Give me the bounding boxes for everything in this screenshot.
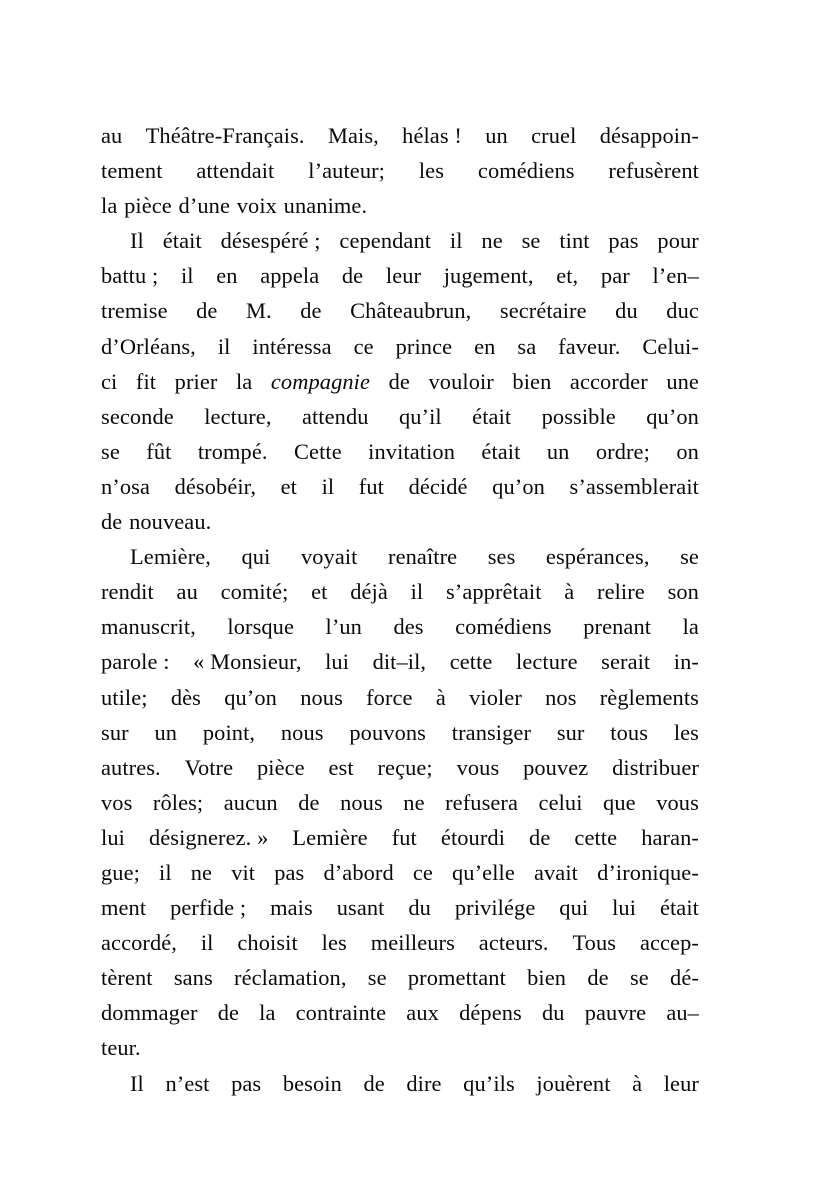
word: ci xyxy=(101,368,118,394)
text-line xyxy=(101,364,699,399)
word: fut xyxy=(391,824,417,850)
word: Lemière xyxy=(292,824,368,850)
word: règlements xyxy=(599,684,699,710)
word: pouvez xyxy=(523,754,589,780)
word: de xyxy=(217,1000,240,1026)
word: promettant xyxy=(407,965,506,991)
word: appela xyxy=(260,263,320,289)
word: voix xyxy=(236,193,277,219)
word: n’est xyxy=(165,1070,210,1096)
word: ce xyxy=(353,333,374,359)
word: haran- xyxy=(641,824,699,850)
text-line xyxy=(101,820,699,855)
word: sans xyxy=(173,965,213,991)
word: sur xyxy=(101,719,129,745)
word: du xyxy=(408,895,431,921)
word: était xyxy=(481,438,521,464)
word: de xyxy=(341,263,364,289)
word: du xyxy=(615,298,638,324)
word: et, xyxy=(556,263,579,289)
word: dé- xyxy=(670,965,699,991)
word: que xyxy=(603,789,636,815)
word: ment xyxy=(101,895,147,921)
word: réclamation, xyxy=(234,965,347,991)
text-line xyxy=(101,293,699,328)
text-line xyxy=(101,960,699,995)
word: de xyxy=(196,298,218,324)
word: ne xyxy=(403,789,425,815)
word: parole : xyxy=(101,649,170,675)
word: M. xyxy=(246,298,272,324)
word: refusera xyxy=(445,789,519,815)
word: Mais, xyxy=(327,123,379,148)
word: vouloir xyxy=(428,368,494,394)
word: tous xyxy=(610,719,649,745)
word: sa xyxy=(517,333,537,359)
word: il xyxy=(200,930,214,956)
word: ordre; xyxy=(595,438,650,464)
word: « Monsieur, xyxy=(193,649,302,675)
text-line xyxy=(101,995,699,1030)
text-line xyxy=(101,329,699,364)
word: il xyxy=(159,859,172,885)
word: est xyxy=(328,754,354,780)
word: qu’ils xyxy=(463,1070,515,1096)
text-line xyxy=(101,750,699,785)
word: pas xyxy=(231,1070,262,1096)
word: en xyxy=(474,333,496,359)
word: invitation xyxy=(368,438,455,464)
word: se xyxy=(101,438,120,464)
word: il xyxy=(217,333,231,359)
word: Lemière, xyxy=(130,544,211,570)
word: usant xyxy=(336,895,385,921)
word: n’osa xyxy=(101,473,150,499)
word: dès xyxy=(170,684,201,710)
word: un xyxy=(154,719,178,745)
word: acteurs. xyxy=(478,930,549,956)
word: cruel xyxy=(531,123,577,148)
word: Il xyxy=(130,228,144,254)
word: Cette xyxy=(294,438,342,464)
word: cependant xyxy=(339,228,432,254)
text-line xyxy=(101,153,699,188)
word: par xyxy=(600,263,630,289)
word: vit xyxy=(231,859,256,885)
word: les xyxy=(321,930,347,956)
word: pièce xyxy=(124,193,172,219)
word: besoin xyxy=(282,1070,342,1096)
word: de xyxy=(101,509,123,535)
word: prince xyxy=(395,333,453,359)
word: tremise xyxy=(101,298,168,324)
word: qu’on xyxy=(646,403,699,429)
word: utile; xyxy=(101,684,148,710)
word: un xyxy=(485,123,508,148)
word: se xyxy=(629,965,649,991)
word: à xyxy=(564,579,575,605)
word: bien xyxy=(512,368,552,394)
word: se xyxy=(521,228,541,254)
word: attendu xyxy=(301,403,369,429)
word: avait xyxy=(533,859,578,885)
word: la xyxy=(235,368,253,394)
word: vos xyxy=(101,789,133,815)
word: perfide ; xyxy=(170,895,247,921)
word: distribuer xyxy=(612,754,699,780)
word: refusèrent xyxy=(608,158,699,184)
word: dit–il, xyxy=(372,649,427,675)
word: gue; xyxy=(101,859,140,885)
word: du xyxy=(541,1000,565,1026)
word: était xyxy=(472,403,512,429)
word: lecture xyxy=(516,649,578,675)
text-line xyxy=(101,574,699,609)
word: lui xyxy=(101,824,125,850)
word: fût xyxy=(146,438,172,464)
text-line xyxy=(101,644,699,679)
word: il xyxy=(410,579,424,605)
word: contrainte xyxy=(295,1000,387,1026)
word: lecture, xyxy=(204,403,272,429)
word: Théâtre-Français. xyxy=(145,123,305,148)
word: pouvons xyxy=(349,719,426,745)
word: point, xyxy=(202,719,256,745)
word: un xyxy=(546,438,570,464)
word: ce xyxy=(412,859,433,885)
word: fut xyxy=(358,473,384,499)
word: dommager xyxy=(101,1000,198,1026)
word: accep- xyxy=(639,930,699,956)
word: la xyxy=(682,614,699,640)
word: Tous xyxy=(572,930,617,956)
word: pour xyxy=(657,228,699,254)
word: tèrent xyxy=(101,965,153,991)
word: dépens xyxy=(459,1000,522,1026)
word: vous xyxy=(456,754,500,780)
text-line xyxy=(101,504,699,539)
word: fit xyxy=(135,368,157,394)
word: de xyxy=(388,368,410,394)
word: était xyxy=(162,228,202,254)
text-line xyxy=(101,539,699,574)
word: Il xyxy=(130,1070,144,1096)
word: ne xyxy=(481,228,503,254)
word: pauvre xyxy=(584,1000,647,1026)
word: aux xyxy=(406,1000,439,1026)
word: duc xyxy=(666,298,699,324)
word: reçue; xyxy=(377,754,433,780)
word: au– xyxy=(666,1000,699,1026)
word: possible xyxy=(541,403,616,429)
word: l’auteur; xyxy=(308,158,385,184)
word: ne xyxy=(190,859,213,885)
word: s’assemblerait xyxy=(569,473,699,499)
word: Celui- xyxy=(642,333,699,359)
word: d’ironique- xyxy=(597,859,699,885)
text-line xyxy=(101,1066,699,1101)
word: se xyxy=(680,544,699,570)
text-line xyxy=(101,434,699,469)
word: ses xyxy=(487,544,516,570)
word: voyait xyxy=(300,544,358,570)
word: pièce xyxy=(256,754,305,780)
word: l’un xyxy=(325,614,362,640)
word: trompé. xyxy=(197,438,268,464)
word: teur. xyxy=(101,1035,141,1061)
word: tement xyxy=(101,158,163,184)
word: force xyxy=(366,684,413,710)
word: les xyxy=(418,158,445,184)
word: meilleurs xyxy=(370,930,455,956)
word: comité; xyxy=(220,579,289,605)
word: se xyxy=(367,965,387,991)
word: la xyxy=(101,193,118,219)
word: au xyxy=(176,579,198,605)
word: en xyxy=(216,263,238,289)
word: d’Orléans, xyxy=(101,333,196,359)
word: espérances, xyxy=(545,544,650,570)
word: compagnie xyxy=(270,368,371,394)
word: relire xyxy=(597,579,645,605)
word: de xyxy=(587,965,609,991)
word: étourdi xyxy=(440,824,506,850)
word: mais xyxy=(270,895,313,921)
word: on xyxy=(676,438,699,464)
word: qui xyxy=(241,544,271,570)
word: prier xyxy=(174,368,218,394)
word: à xyxy=(435,684,446,710)
word: nos xyxy=(545,684,577,710)
word: sur xyxy=(556,719,585,745)
word: bien xyxy=(527,965,567,991)
word: Votre xyxy=(184,754,234,780)
word: seconde xyxy=(101,403,174,429)
word: qu’on xyxy=(492,473,545,499)
text-line xyxy=(101,715,699,750)
word: leur xyxy=(385,263,422,289)
word: des xyxy=(393,614,424,640)
word: hélas ! xyxy=(402,123,462,148)
word: transiger xyxy=(451,719,532,745)
word: rendit xyxy=(101,579,154,605)
word: au xyxy=(101,123,123,148)
word: attendait xyxy=(196,158,275,184)
word: s’apprêtait xyxy=(445,579,542,605)
word: il xyxy=(321,473,335,499)
word: intéressa xyxy=(252,333,332,359)
word: faveur. xyxy=(558,333,621,359)
word: in- xyxy=(673,649,699,675)
word: manuscrit, xyxy=(101,614,196,640)
word: d’une xyxy=(178,193,231,219)
word: de xyxy=(300,298,322,324)
word: nouveau. xyxy=(129,509,212,535)
word: désappoin- xyxy=(599,123,699,148)
word: jouèrent xyxy=(536,1070,611,1096)
word: cette xyxy=(574,824,618,850)
text-line xyxy=(101,223,699,258)
word: leur xyxy=(663,1070,699,1096)
word: d’abord xyxy=(323,859,394,885)
word: Châteaubrun, xyxy=(350,298,472,324)
text-line xyxy=(101,469,699,504)
text-line xyxy=(101,188,699,223)
word: pas xyxy=(608,228,639,254)
word: celui xyxy=(538,789,583,815)
text-line xyxy=(101,925,699,960)
word: renaître xyxy=(388,544,458,570)
word: de xyxy=(529,824,551,850)
word: jugement, xyxy=(443,263,534,289)
word: et xyxy=(280,473,297,499)
word: aucun xyxy=(223,789,278,815)
text-line xyxy=(101,1030,699,1065)
word: nous xyxy=(300,684,343,710)
text-line xyxy=(101,855,699,890)
word: décidé xyxy=(408,473,468,499)
word: lorsque xyxy=(227,614,295,640)
text-line xyxy=(101,609,699,644)
word: autres. xyxy=(101,754,161,780)
word: était xyxy=(659,895,699,921)
word: battu ; xyxy=(101,263,159,289)
word: déjà xyxy=(350,579,388,605)
word: secrétaire xyxy=(499,298,587,324)
word: vous xyxy=(656,789,699,815)
word: comédiens xyxy=(477,158,575,184)
word: accordé, xyxy=(101,930,177,956)
word: comédiens xyxy=(455,614,552,640)
text-line xyxy=(101,785,699,820)
word: l’en– xyxy=(652,263,699,289)
word: qui xyxy=(559,895,589,921)
word: nous xyxy=(280,719,324,745)
word: son xyxy=(667,579,699,605)
word: à xyxy=(632,1070,643,1096)
text-line xyxy=(101,118,699,153)
word: qu’on xyxy=(224,684,277,710)
word: désobéir, xyxy=(174,473,257,499)
text-line xyxy=(101,890,699,925)
word: de xyxy=(363,1070,385,1096)
word: violer xyxy=(469,684,522,710)
word: lui xyxy=(612,895,637,921)
word: désespéré ; xyxy=(220,228,321,254)
word: qu’il xyxy=(398,403,442,429)
word: unanime. xyxy=(283,193,368,219)
word: et xyxy=(311,579,328,605)
word: les xyxy=(673,719,699,745)
word: la xyxy=(259,1000,276,1026)
text-line xyxy=(101,399,699,434)
text-line xyxy=(101,258,699,293)
body-text-block xyxy=(101,118,699,1101)
word: accorder xyxy=(569,368,648,394)
word: dire xyxy=(406,1070,442,1096)
text-line xyxy=(101,680,699,715)
word: une xyxy=(666,368,699,394)
word: prenant xyxy=(583,614,652,640)
word: choisit xyxy=(237,930,298,956)
word: nous xyxy=(340,789,383,815)
word: tint xyxy=(559,228,590,254)
word: cette xyxy=(449,649,493,675)
word: désignerez. » xyxy=(148,824,269,850)
word: il xyxy=(180,263,194,289)
word: qu’elle xyxy=(452,859,515,885)
word: pas xyxy=(274,859,305,885)
word: rôles; xyxy=(152,789,204,815)
word: de xyxy=(298,789,320,815)
word: il xyxy=(449,228,463,254)
word: serait xyxy=(601,649,651,675)
word: lui xyxy=(325,649,350,675)
word: privilége xyxy=(454,895,536,921)
